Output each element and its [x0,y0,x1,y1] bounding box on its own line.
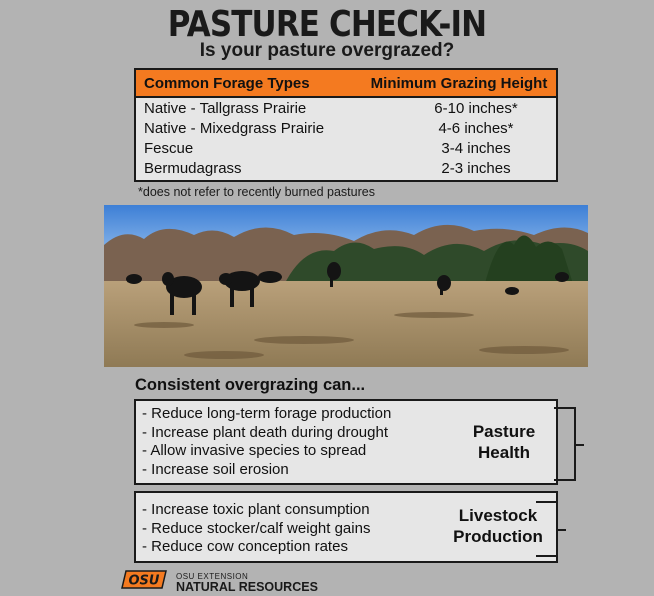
list-item: - Allow invasive species to spread [142,442,367,459]
category-label-line: Production [453,527,543,546]
grazing-height-cell: 4-6 inches* [438,119,514,137]
forage-type-cell: Native - Mixedgrass Prairie [144,119,325,137]
forage-type-cell: Fescue [144,139,194,157]
category-label-line: Pasture [472,422,536,441]
pasture-cattle-photo [104,205,588,367]
category-label-line: Livestock [458,506,538,525]
forage-type-cell: Native - Tallgrass Prairie [144,99,307,117]
grazing-height-cell: 6-10 inches* [434,99,518,117]
pasture-health-list [142,405,391,479]
livestock-production-box [134,491,558,563]
overgrazing-heading: Consistent overgrazing can... [135,376,366,394]
table-row [136,118,556,138]
forage-type-cell: Bermudagrass [144,159,242,177]
forage-table [134,68,558,182]
table-row [136,138,556,158]
list-item: - Reduce cow conception rates [142,538,348,555]
list-item: - Increase toxic plant consumption [142,501,370,518]
list-item: - Increase soil erosion [142,460,289,478]
grazing-height-cell: 2-3 inches [441,159,511,177]
category-label-line: Health [478,443,530,462]
natural-resources-label: NATURAL RESOURCES [176,580,318,594]
table-row [136,98,556,118]
logo-text: OSU [128,573,160,589]
extension-label: OSU EXTENSION [176,572,249,581]
livestock-production-list [142,501,370,557]
forage-table-header [136,70,556,98]
column-header-min-height: Minimum Grazing Height [370,74,548,92]
list-item: - Increase plant death during drought [142,423,388,441]
page-subtitle: Is your pasture overgrazed? [199,40,455,61]
osu-logo [120,568,168,591]
pasture-health-box [134,399,558,485]
pasture-health-label [454,421,554,463]
page-title: PASTURE CHECK-IN [167,4,487,45]
column-header-forage-type: Common Forage Types [144,74,310,92]
livestock-production-label [438,505,558,547]
grazing-height-cell: 3-4 inches [441,139,511,157]
table-row [136,158,556,178]
list-item: - Reduce stocker/calf weight gains [142,519,371,537]
list-item: - Reduce long-term forage production [142,405,392,422]
bracket-divider [554,407,576,481]
table-footnote: *does not refer to recently burned pastures [138,185,375,199]
